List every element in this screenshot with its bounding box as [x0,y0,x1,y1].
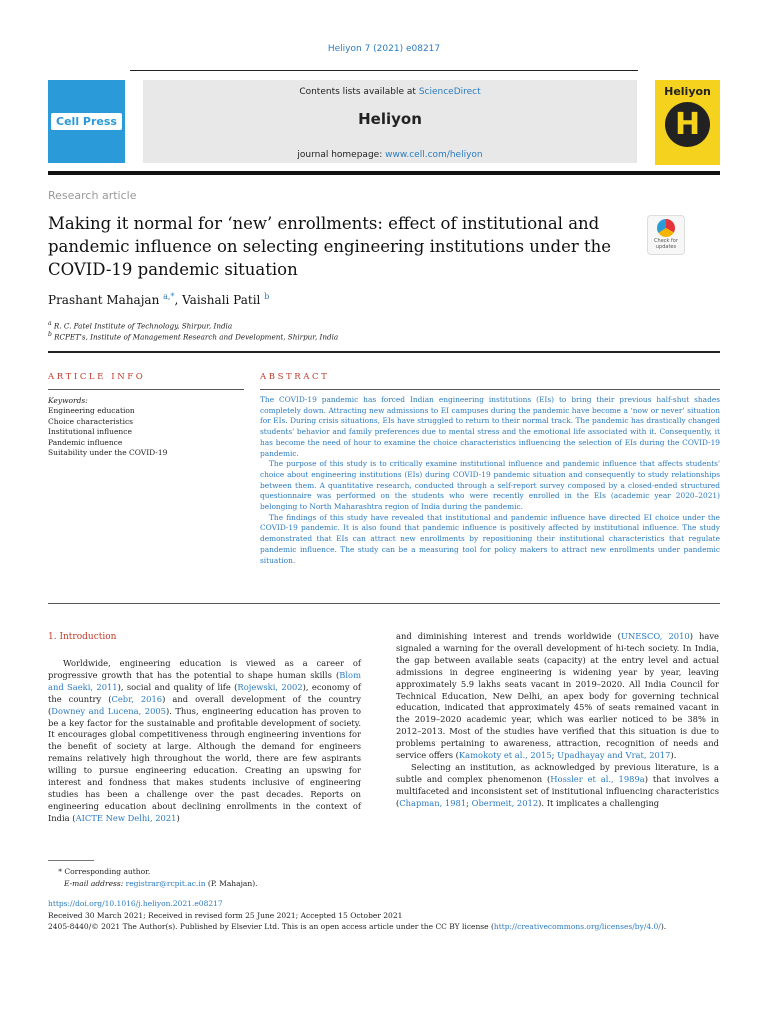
body-text: ). Thus, engineering education has proven to be a key factor for the sustainable and profitable development of society. It encourages global competitiveness through engineering inventions for the benefit of society at large. Although the demand for engineers remains relatively high throughout the world, there are few aspirants willing to pursue engineering education. Creating an upswing for interest and fondness that makes students inclusive of engineering studies has been a challenge over the past decades. Reports on engineering education about declining enrollments in the context of India ( [48,705,361,823]
keyword: Choice characteristics [48,416,134,426]
footnote-rule [48,860,94,861]
body-paragraph [48,658,361,825]
citation-link[interactable]: Downey and Lucena, 2005 [51,705,166,716]
affiliation-b [48,331,338,341]
masthead-rule [48,171,720,175]
abstract-heading: ABSTRACT [260,372,330,382]
body-text: ). It implicates a challenging [538,797,660,808]
cellpress-logo[interactable] [48,80,125,163]
crossmark-label: Check for updates [654,238,678,250]
abstract-paragraph: The findings of this study have revealed that institutional and pandemic influence have directed EI choice under the COVID-19 pandemic. It is also found that pandemic influence is positively affected by institutional influence. The study demonstrated that EIs can attract new enrollments by repositioning their institutional characteristics that regulate pandemic influence. The study can be a measuring tool for policy makers to attract new enrollments under pandemic situation. [260,512,720,565]
corresponding-label: Corresponding author. [64,867,151,876]
abstract-body [260,395,720,566]
body-paragraph [396,631,719,762]
corresponding-author-footnote [48,866,258,890]
affiliation-mark: b [48,331,52,338]
footnote-mark: * [58,867,62,876]
contents-line [143,87,637,97]
body-text: ) that involves a multifaceted and inconsistent set of institutional influencing characteristics ( [396,773,719,808]
keyword: Engineering education [48,406,135,416]
email-suffix: (P. Mahajan). [205,879,258,888]
homepage-prefix: journal homepage: [297,150,386,160]
email-label: E-mail address: [64,879,126,888]
affiliation-text: R. C. Patel Institute of Technology, Shirpur, India [53,321,233,331]
license-text: 2405-8440/© 2021 The Author(s). Published by Elsevier Ltd. This is an open access article under the CC BY license ( [48,922,494,931]
body-text: Selecting an institution, as acknowledged by previous literature, is a subtle and complex phenomenon ( [396,761,719,784]
body-text: ) have signaled a warning for the overall development of hi-tech society. In India, the gap between available seats (capacity) at the entry level and actual admissions in degree engineering is widening year by year, leaving approximately 5.9 lakhs seats vacant in 2019–2020. All India Council for Technical Education, New Delhi, an apex body for governing technical education, indicated that approximately 45% of seats remained vacant in the 2019–2020 academic year, which was earlier noticed to be 38% in 2012–2013. Most of the studies have verified that this situation is due to problems pertaining to awareness, attraction, recognition of needs and service offers ( [396,631,719,761]
affiliation-a [48,320,232,330]
citation-link[interactable]: Kamokoty et al., 2015 [458,750,552,761]
body-text: and diminishing interest and trends worldwide ( [396,631,621,641]
running-head[interactable]: Heliyon 7 (2021) e08217 [327,44,441,54]
homepage-line [143,150,637,160]
crossmark-button[interactable] [647,215,685,255]
affiliation-text: RCPET's, Institute of Management Research and Development, Shirpur, India [54,332,339,342]
abstract-rule [260,389,720,390]
sciencedirect-link[interactable]: ScienceDirect [418,87,481,97]
journal-homepage-link[interactable]: www.cell.com/heliyon [385,150,483,160]
cellpress-logo-text: Cell Press [51,113,122,130]
citation-link[interactable]: Blom and Saeki, 2011 [48,669,361,692]
doi-link[interactable]: https://doi.org/10.1016/j.heliyon.2021.e08217 [48,899,223,908]
body-text: ; [551,750,558,761]
body-text: ) and overall development of the country ( [48,693,361,716]
author-name: Prashant Mahajan [48,293,160,307]
abstract-end-rule [48,603,720,604]
keyword: Suitability under the COVID-19 [48,448,168,458]
citation-link[interactable]: UNESCO, 2010 [620,631,690,641]
author-separator: , [174,293,183,307]
body-text: Worldwide, engineering education is viewed as a career of progressive growth that has the potential to shape human skills ( [48,658,361,680]
abstract-paragraph: The COVID-19 pandemic has forced Indian engineering institutions (EIs) to bring their previous half-shut shades completely down. Attracting new admissions to EI campuses during the pandemic have become a ‘now or never’ situation for EIs. During crisis situations, EIs have struggled to return to their normal track. The pandemic has drastically changed students' behavior and family preferences due to mental stress and the emotional life associated with it. Consequently, it has become the need of hour to examine the choice characteristics influencing the selection of EIs during the COVID-19 pandemic. [260,395,720,458]
body-text: ), economy of the country ( [48,681,362,704]
citation-link[interactable]: Hossler et al., 1989a [550,773,645,784]
article-title: Making it normal for ‘new’ enrollments: effect of institutional and pandemic influence on selecting engineering institutions under the COVID-19 pandemic situation [48,214,612,279]
body-paragraph [396,762,719,810]
cover-h-icon: H [665,102,710,147]
crossmark-icon [657,219,675,237]
article-info-heading: ARTICLE INFO [48,372,146,382]
article-info-rule [48,389,244,390]
body-column-left [48,658,361,825]
affiliation-mark: a [48,320,52,327]
section-heading-introduction: 1. Introduction [48,632,117,642]
license-text: ). [660,922,667,931]
body-text: ). [670,750,677,761]
keyword: Institutional influence [48,427,132,437]
journal-cover-image[interactable] [655,80,720,165]
author-affiliation-mark[interactable]: a,* [163,292,175,301]
citation-link[interactable]: Chapman, 1981 [399,797,467,808]
abstract-paragraph: The purpose of this study is to critically examine institutional influence and pandemic influence that affects students' choice about engineering institutions (EIs) during COVID-19 pandemic situation and consequently to study relationships between them. A quantitative research, conducted through a self-report survey composed by a closed-ended structured questionnaire was performed on the students who were recently enrolled in the EIs (academic year 2020–2021) belonging to North Maharashtra region of India during the pandemic. [260,459,720,512]
article-type: Research article [48,189,137,202]
article-dates: Received 30 March 2021; Received in revised form 25 June 2021; Accepted 15 October 2021 [48,910,403,920]
citation-link[interactable]: Cebr, 2016 [111,693,163,704]
journal-title: Heliyon [358,110,422,128]
body-column-right [396,631,719,810]
body-text: ) [176,812,180,823]
body-text: ), social and quality of life ( [117,681,238,692]
citation-link[interactable]: Rojewski, 2002 [237,681,303,692]
affiliation-rule [48,351,720,353]
journal-masthead [143,80,637,163]
keywords-heading: Keywords: [48,396,88,405]
cover-title: Heliyon [664,85,711,98]
author-email-link[interactable]: registrar@rcpit.ac.in [125,879,206,888]
license-line [48,921,666,933]
body-text: ; [466,797,472,808]
license-link[interactable]: http://creativecommons.org/licenses/by/4.0/ [493,922,661,931]
article-footer [48,898,666,933]
citation-link[interactable]: Upadhayay and Vrat, 2017 [557,750,671,761]
author-name: Vaishali Patil [182,293,261,307]
author-affiliation-mark[interactable]: b [264,292,270,301]
contents-prefix: Contents lists available at [299,87,419,97]
citation-link[interactable]: AICTE New Delhi, 2021 [75,812,177,823]
author-list [48,292,269,307]
keywords-list [48,396,167,458]
citation-link[interactable]: Obermeit, 2012 [471,797,539,808]
keyword: Pandemic influence [48,437,123,447]
header-rule [130,70,638,71]
